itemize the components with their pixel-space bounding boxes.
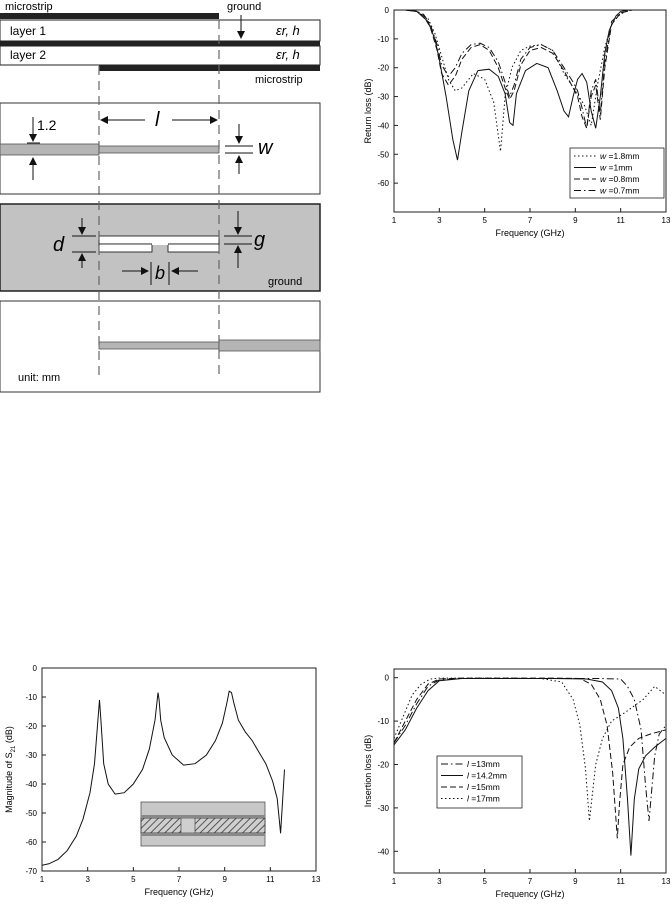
y-tick-label: 0 (32, 664, 37, 673)
microstrip-top-label: microstrip (5, 1, 53, 13)
y-tick-label: -30 (377, 803, 389, 813)
series-line-2 (394, 10, 666, 160)
layer2-box (0, 46, 320, 65)
ground-layout-panel (0, 204, 320, 291)
s21-inset-structure (141, 802, 265, 846)
series-line-1 (394, 679, 666, 821)
x-tick-label: 13 (311, 875, 321, 884)
x-tick-label: 1 (391, 877, 397, 886)
unit-label: unit: mm (18, 372, 61, 384)
layer1-eps-label: εr, h (276, 23, 300, 38)
top-layout-panel (0, 103, 320, 194)
layer2-eps-label: εr, h (276, 47, 300, 62)
y-tick-label: -50 (377, 150, 389, 160)
y-tick-label: -20 (377, 760, 389, 770)
y-tick-label: 0 (384, 673, 389, 683)
y-tick-label: -50 (25, 809, 37, 818)
y-tick-label: -20 (25, 722, 37, 731)
dim-w-label: w (258, 137, 273, 159)
series-line-4 (394, 10, 666, 128)
x-axis-label: Frequency (GHz) (495, 228, 565, 238)
x-tick-label: 3 (85, 875, 90, 884)
y-axis-label: Insertion loss (dB) (363, 734, 373, 808)
series-line-2 (394, 679, 666, 856)
dim-d-label: d (53, 234, 65, 256)
bottom-microstrip-strip (99, 65, 320, 71)
legend-label: w =1mm (600, 162, 633, 173)
slot-lower-left (99, 244, 152, 252)
x-tick-label: 7 (527, 216, 533, 225)
legend-label: l =17mm (467, 793, 500, 804)
legend-label: w =0.8mm (600, 174, 640, 184)
layer2-label: layer 2 (10, 48, 47, 62)
y-axis-label: Return loss (dB) (363, 78, 373, 144)
x-tick-label: 11 (616, 216, 625, 225)
feed-line-right (219, 340, 320, 351)
y-tick-label: -40 (377, 121, 389, 131)
slot-lower-right (168, 244, 219, 252)
insertion-loss-chart (363, 669, 671, 899)
cross-section (0, 1, 320, 86)
legend-label: l =15mm (467, 782, 500, 792)
x-tick-label: 3 (437, 877, 442, 886)
y-axis-label: Magnitude of $S_{21}$ (dB) (4, 726, 17, 813)
y-tick-label: -30 (377, 92, 389, 102)
series-line-4 (394, 678, 666, 821)
x-tick-label: 1 (39, 875, 45, 884)
y-tick-label: -40 (25, 780, 37, 789)
dim-l-label: l (155, 109, 160, 131)
legend-label: w =1.8mm (600, 151, 640, 161)
bottom-layout-panel (0, 301, 320, 392)
y-tick-label: -30 (25, 751, 37, 760)
x-tick-label: 9 (573, 216, 578, 225)
x-tick-label: 11 (616, 877, 625, 886)
return-loss-chart (363, 6, 671, 238)
x-tick-label: 1 (391, 216, 397, 225)
x-tick-label: 5 (131, 875, 136, 884)
legend-label: w =0.7mm (600, 185, 640, 196)
y-tick-label: -40 (377, 847, 389, 857)
layer1-label: layer 1 (10, 24, 47, 38)
stub-line-top (99, 146, 219, 153)
top-microstrip-strip (0, 13, 219, 19)
ground-layer-label: ground (268, 276, 303, 288)
y-tick-label: -70 (25, 867, 37, 876)
series-line-3 (394, 678, 666, 838)
dim-g-label: g (254, 229, 266, 251)
microstrip-bottom-label: microstrip (255, 74, 303, 86)
x-axis-label: Frequency (GHz) (495, 889, 565, 899)
layer1-box (0, 20, 320, 41)
x-tick-label: 9 (573, 877, 578, 886)
x-tick-label: 11 (266, 875, 275, 884)
x-tick-label: 5 (482, 216, 487, 225)
x-tick-label: 7 (176, 875, 182, 884)
feed-line-left (0, 144, 99, 155)
slot-upper (99, 236, 219, 244)
dim-b-label: b (155, 263, 166, 283)
x-axis-label: Frequency (GHz) (144, 887, 214, 897)
y-tick-label: -20 (377, 63, 389, 73)
x-tick-label: 9 (222, 875, 227, 884)
series-line-3 (394, 10, 666, 128)
y-tick-label: 0 (384, 6, 389, 15)
y-tick-label: -10 (25, 693, 37, 702)
ground-plane-strip (0, 41, 320, 46)
s21-chart (4, 664, 321, 897)
x-tick-label: 3 (437, 216, 442, 225)
legend-label: l =14.2mm (467, 770, 507, 781)
y-tick-label: -60 (25, 838, 37, 847)
dim-1-2-label: 1.2 (37, 117, 57, 133)
x-tick-label: 7 (527, 877, 533, 886)
series-line-1 (394, 10, 666, 151)
x-tick-label: 13 (661, 877, 671, 886)
y-tick-label: -60 (377, 179, 389, 189)
stub-line-bottom (99, 342, 219, 349)
legend-label: l =13mm (467, 759, 500, 769)
x-tick-label: 5 (482, 877, 487, 886)
x-tick-label: 13 (661, 216, 671, 225)
y-tick-label: -10 (377, 717, 389, 727)
y-tick-label: -10 (377, 34, 389, 44)
ground-top-label: ground (227, 1, 262, 13)
